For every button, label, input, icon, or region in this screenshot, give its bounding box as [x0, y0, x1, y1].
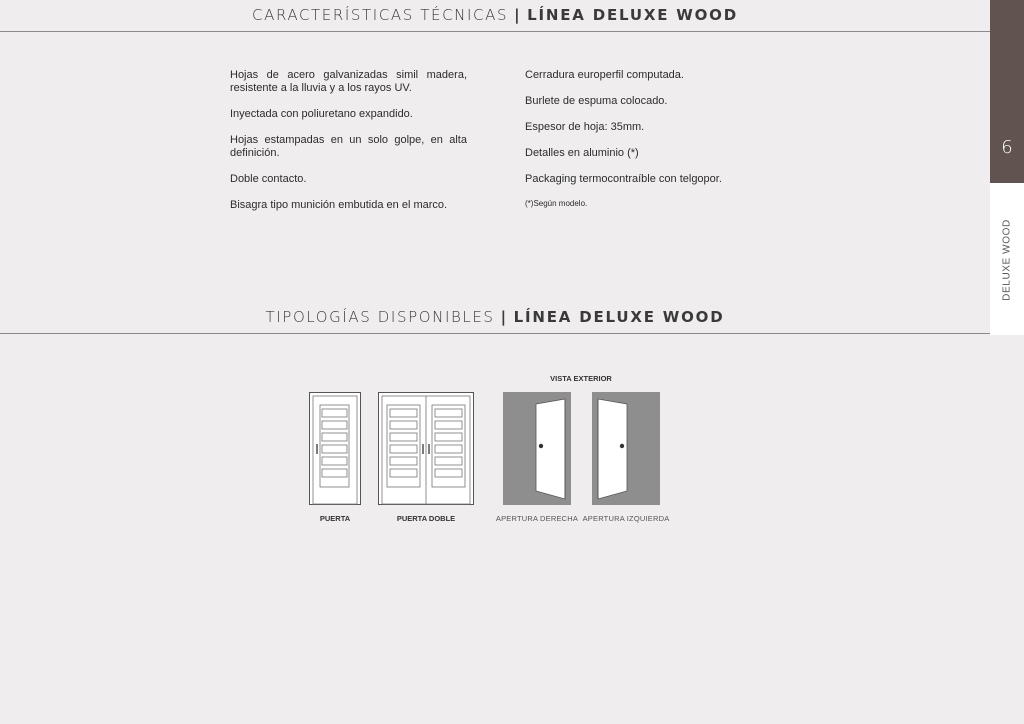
- door-opening-left-icon: [592, 392, 660, 505]
- title-bold: LÍNEA DELUXE WOOD: [513, 308, 725, 326]
- title-light: CARACTERÍSTICAS TÉCNICAS: [252, 6, 509, 24]
- feature-item: Detalles en aluminio (*): [525, 147, 639, 159]
- feature-note: (*)Según modelo.: [525, 199, 588, 208]
- header-rule: [0, 31, 990, 32]
- caption-puerta: PUERTA: [319, 514, 351, 523]
- side-tab-label: DELUXE WOOD: [1001, 219, 1013, 301]
- page-number: 6: [1001, 137, 1013, 158]
- caption-apertura-izquierda: APERTURA IZQUIERDA: [582, 514, 670, 523]
- section-title-tipologias: [0, 308, 990, 326]
- feature-item: Hojas de acero galvanizadas simil madera, resistente a la lluvia y a los rayos UV.: [230, 69, 467, 94]
- features-right-column: [525, 69, 765, 223]
- caption-vista-exterior: VISTA EXTERIOR: [550, 374, 612, 383]
- door-single-icon: [309, 392, 361, 505]
- title-bold: LÍNEA DELUXE WOOD: [527, 6, 738, 24]
- features-left-column: [230, 69, 467, 225]
- caption-puerta-doble: PUERTA DOBLE: [396, 514, 456, 523]
- feature-item: Inyectada con poliuretano expandido.: [230, 108, 413, 120]
- feature-item: Packaging termocontraíble con telgopor.: [525, 173, 722, 185]
- title-separator: |: [500, 308, 508, 326]
- feature-item: Hojas estampadas en un solo golpe, en alta definición.: [230, 134, 467, 159]
- title-light: TIPOLOGÍAS DISPONIBLES: [265, 308, 495, 326]
- feature-item: Burlete de espuma colocado.: [525, 95, 668, 107]
- feature-item: Doble contacto.: [230, 173, 307, 185]
- title-separator: |: [514, 6, 522, 24]
- door-double-icon: [378, 392, 474, 505]
- section-title-caracteristicas: [0, 6, 990, 24]
- door-opening-right-icon: [503, 392, 571, 505]
- section-rule: [0, 333, 990, 334]
- feature-item: Espesor de hoja: 35mm.: [525, 121, 645, 133]
- feature-item: Cerradura europerfil computada.: [525, 69, 684, 81]
- feature-item: Bisagra tipo munición embutida en el marco.: [230, 199, 448, 211]
- caption-apertura-derecha: APERTURA DERECHA: [495, 514, 579, 523]
